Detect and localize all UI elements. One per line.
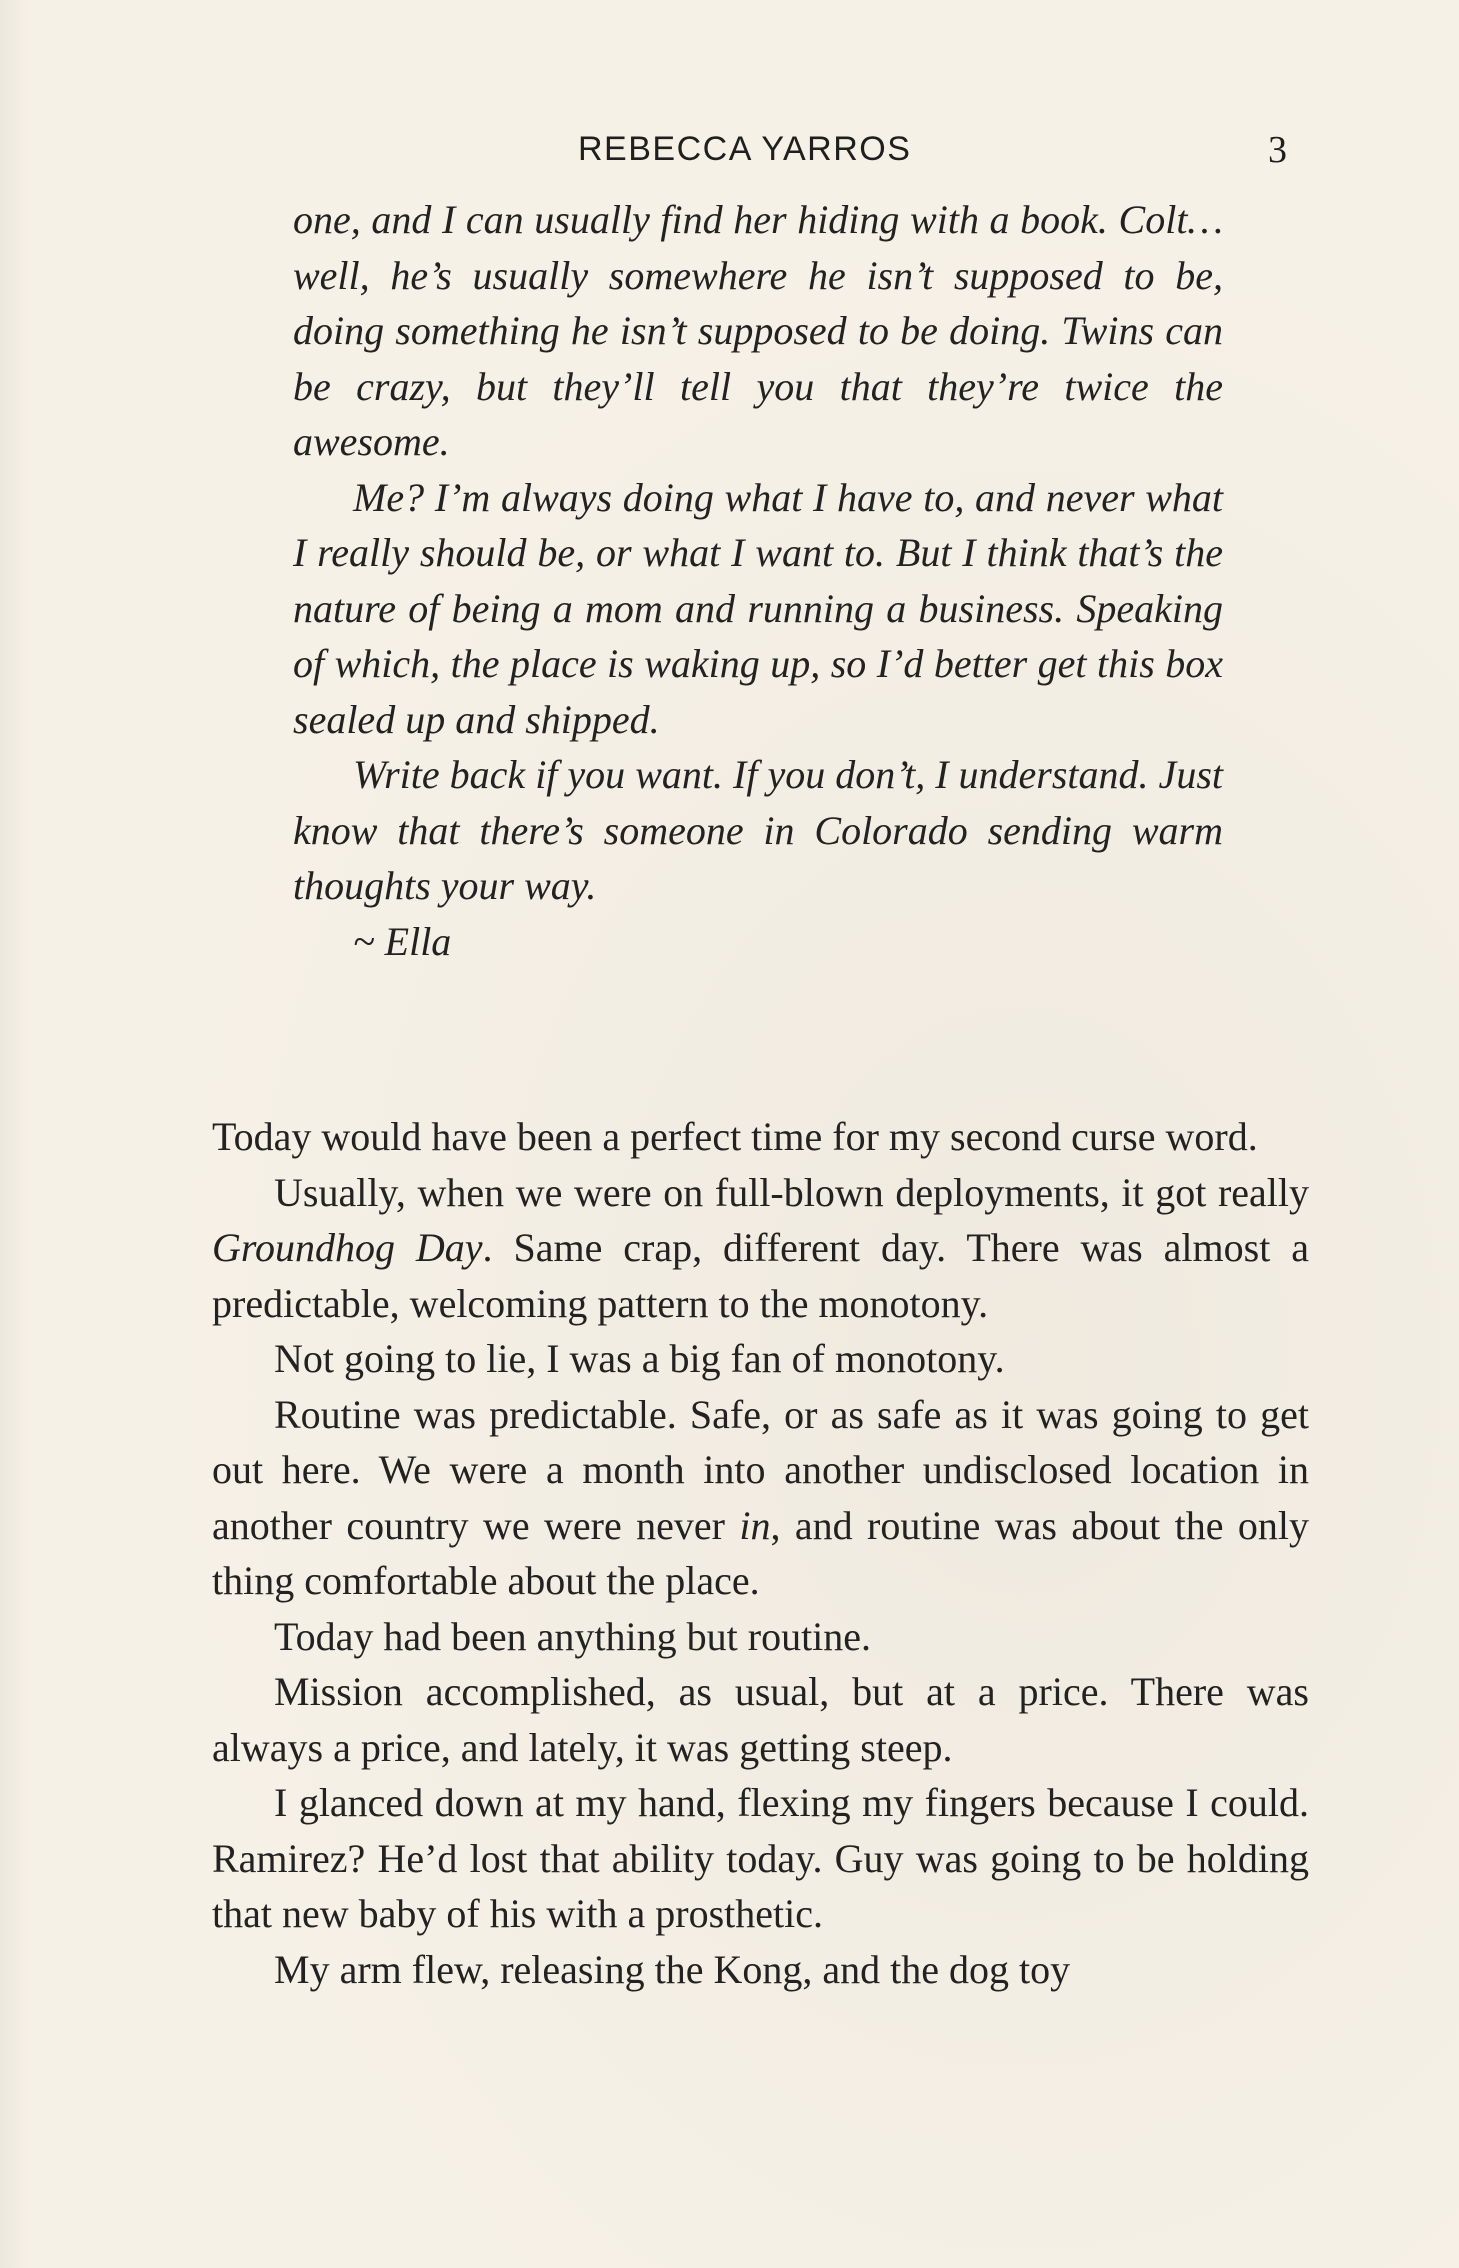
body-paragraph [212,1387,1309,1609]
page-number: 3 [1268,129,1287,171]
body-text-span: Usually, when we were on full-blown deployments, it got really [274,1169,1309,1215]
body-italic-span: Groundhog Day [212,1225,483,1270]
body-text-span: , and routine was about the only thing comfortable about the place. [212,1502,1310,1603]
letter-excerpt [293,192,1223,969]
body-paragraph: My arm flew, releasing the Kong, and the dog toy [274,1946,1071,1992]
letter-paragraph: Write back if you want. If you don’t, I understand. Just know that there’s someone in Colorado sending warm thoughts your way. [293,752,1223,908]
author-name: REBECCA YARROS [578,130,912,168]
body-italic-span: in [739,1502,771,1548]
body-paragraph: Today would have been a perfect time for my second curse word. [212,1114,1258,1159]
running-head [0,130,1459,180]
narrative-text [212,1109,1309,1997]
body-paragraph [212,1165,1309,1332]
body-paragraph: Today had been anything but routine. [274,1613,872,1659]
body-text-span: . Same crap, different day. There was almost a predictable, welcoming pattern to the monotony. [212,1225,1310,1326]
body-text-span: Routine was predictable. Safe, or as safe as it was going to get out here. We were a month into another undisclosed location in another country we were never [212,1391,1309,1548]
letter-signature: ~ Ella [353,918,452,964]
body-paragraph: Mission accomplished, as usual, but at a price. There was always a price, and lately, it was getting steep. [212,1669,1309,1770]
body-paragraph: I glanced down at my hand, flexing my fingers because I could. Ramirez? He’d lost that ability today. Guy was going to be holding that new baby of his with a prosthetic. [212,1780,1309,1936]
letter-paragraph: one, and I can usually find her hiding with a book. Colt…well, he’s usually somewhere he isn’t supposed to be, doing something he isn’t supposed to be doing. Twins can be crazy, but they’ll tell you that they’re twice the awesome. [293,197,1223,464]
letter-paragraph: Me? I’m always doing what I have to, and never what I really should be, or what I want to. But I think that’s the nature of being a mom and running a business. Speaking of which, the place is waking up, so I’d better get this box sealed up and shipped. [293,474,1223,742]
body-paragraph: Not going to lie, I was a big fan of monotony. [274,1336,1005,1381]
